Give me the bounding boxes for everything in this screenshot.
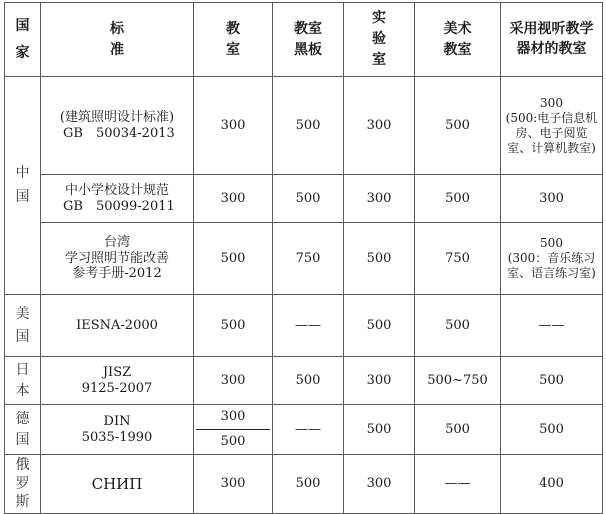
cn3-classroom: 500 [194,223,273,295]
cn3-art: 750 [415,223,501,295]
table-row-jp [5,357,603,405]
header-art [415,3,501,77]
cn1-blackboard: 500 [273,77,344,175]
standard-cell-jp [41,357,194,405]
standard-cn2-line1: 中小学校设计规范 [64,182,169,198]
standard-cell-cn2 [41,175,194,223]
header-blackboard [273,3,344,77]
standard-cn3-line2: 学习照明节能改善 [64,250,169,266]
country-cell-japan [5,357,41,405]
standard-cn3-line1: 台湾 [103,234,130,250]
cn1-av-value: 300 [540,95,563,110]
cn3-lab: 500 [344,223,415,295]
jp-blackboard: 500 [273,357,344,405]
de-classroom [194,405,273,455]
header-lab [344,3,415,77]
cn1-av-note: (500:电子信息机房、电子阅览室、计算机教室) [505,110,598,155]
cn1-av [501,77,603,175]
standard-cell-cn1 [41,77,194,175]
header-country-label: 国家 [15,17,30,61]
de-blackboard: —— [273,405,344,455]
cn1-classroom: 300 [194,77,273,175]
header-av [501,3,603,77]
header-standard-label: 标准 [110,20,124,58]
standard-jp-line1: JISZ [102,364,132,380]
header-classroom [194,3,273,77]
cn3-av [501,223,603,295]
header-row [5,3,603,77]
jp-av: 500 [501,357,603,405]
table-row-de [5,405,603,455]
table-row-cn1 [5,77,603,175]
table-row-us [5,295,603,357]
ru-classroom: 300 [194,455,273,514]
standard-cn3-line3: 参考手册-2012 [72,266,162,282]
country-label-germany: 德国 [15,410,30,448]
standard-cell-de [41,405,194,455]
header-blackboard-label: 教室黑板 [294,20,322,58]
cn1-art: 500 [415,77,501,175]
header-standard [41,3,194,77]
standard-cell-cn3 [41,223,194,295]
header-classroom-label: 教室 [226,20,240,58]
ru-art: —— [415,455,501,514]
standard-de-line2: 5035-1990 [81,429,153,445]
us-art: 500 [415,295,501,357]
header-art-label: 美术教室 [443,20,472,58]
us-blackboard: —— [273,295,344,357]
cn2-classroom: 300 [194,175,273,223]
country-label-china: 中国 [15,164,30,205]
de-av: 500 [501,405,603,455]
ru-av: 400 [501,455,603,514]
jp-art: 500~750 [415,357,501,405]
standard-jp-line2: 9125-2007 [81,380,153,396]
de-lab: 500 [344,405,415,455]
de-classroom-top: 300 [196,405,270,430]
country-cell-china [5,77,41,295]
cn2-art: 500 [415,175,501,223]
de-classroom-bottom: 500 [220,434,246,449]
de-art: 500 [415,405,501,455]
country-label-russia: 俄罗斯 [15,456,30,511]
us-classroom: 500 [194,295,273,357]
cn3-av-value: 500 [540,236,563,250]
table-row-cn3 [5,223,603,295]
jp-lab: 300 [344,357,415,405]
standard-cn1-line2: GB 50034-2013 [63,125,175,141]
table-row-cn2 [5,175,603,223]
country-cell-germany [5,405,41,455]
header-lab-label: 实验室 [372,10,386,68]
illuminance-standards-table [4,2,603,514]
cn2-av: 300 [501,175,603,223]
country-cell-russia [5,455,41,514]
standard-de-line1: DIN [103,413,131,429]
standard-cell-us: IESNA-2000 [41,295,194,357]
cn3-av-note: (300：音乐练习室、语言练习室) [507,251,596,280]
standard-cn2-line2: GB 50099-2011 [63,198,175,214]
header-av-label: 采用视听教学器材的教室 [509,20,594,57]
cn3-blackboard: 750 [273,223,344,295]
us-lab: 500 [344,295,415,357]
jp-classroom: 300 [194,357,273,405]
us-av: —— [501,295,603,357]
cn2-lab: 300 [344,175,415,223]
table-row-ru [5,455,603,514]
country-label-japan: 日本 [15,361,30,399]
ru-blackboard: 500 [273,455,344,514]
standard-cn1-line1: (建筑照明设计标准) [59,109,175,125]
country-cell-usa [5,295,41,357]
country-label-usa: 美国 [15,306,30,345]
cn1-lab: 300 [344,77,415,175]
header-country [5,3,41,77]
ru-lab: 300 [344,455,415,514]
standard-cell-ru: СНИП [41,455,194,514]
cn2-blackboard: 500 [273,175,344,223]
